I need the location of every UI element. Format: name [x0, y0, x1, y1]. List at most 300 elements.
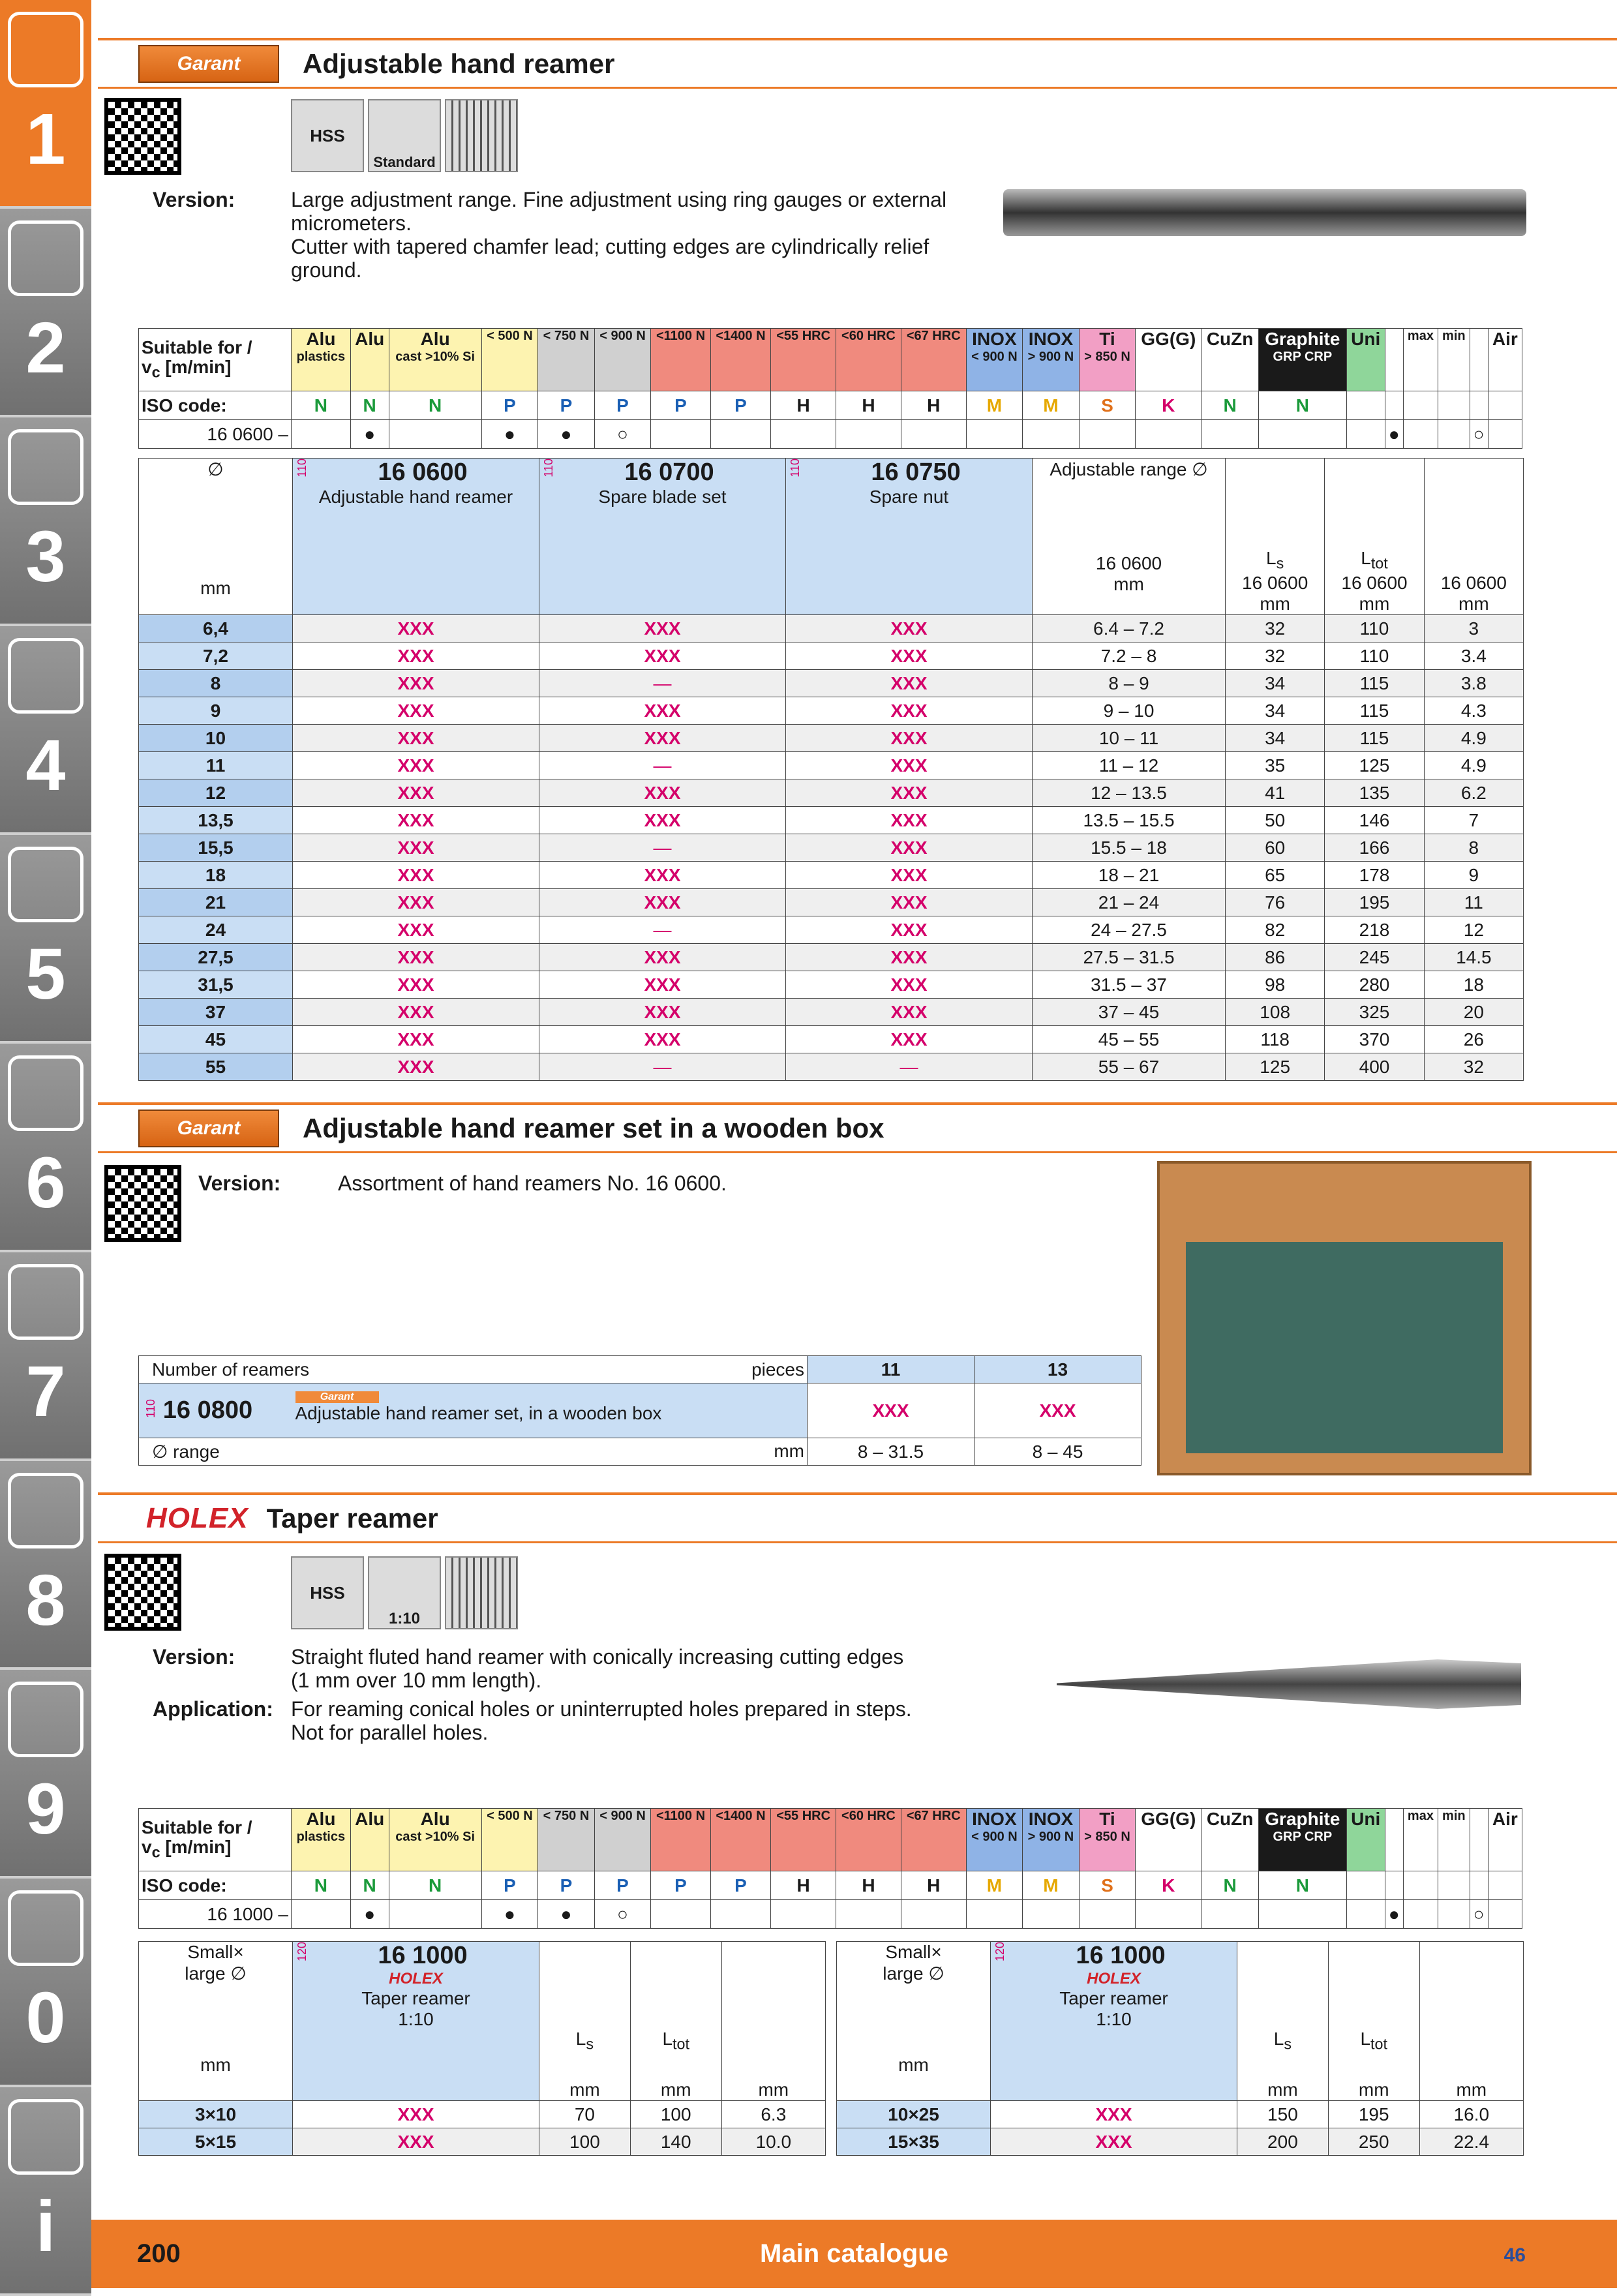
table-row: [139, 971, 1524, 999]
value-cell: 146: [1325, 807, 1424, 834]
section-title: Adjustable hand reamer: [303, 48, 615, 79]
value-cell: 35: [1226, 752, 1325, 779]
footer-title: Main catalogue: [760, 2239, 948, 2268]
price-cell: XXX: [539, 807, 786, 834]
page-number: 200: [137, 2239, 181, 2268]
value-cell: 195: [1328, 2101, 1419, 2128]
suitability-mark: ●: [1385, 1900, 1403, 1929]
material-col: Alu: [350, 1809, 389, 1871]
value-cell: 400: [1325, 1053, 1424, 1081]
value-cell: 195: [1325, 889, 1424, 916]
suitability-mark: [1079, 420, 1136, 449]
suitability-mark: [1201, 420, 1259, 449]
price-cell: XXX: [293, 2101, 539, 2128]
range-cell: 8 – 45: [975, 1438, 1141, 1466]
value-cell: 12: [1424, 916, 1523, 944]
suitability-mark: [292, 420, 351, 449]
value-cell: 280: [1325, 971, 1424, 999]
price-cell: XXX: [786, 779, 1033, 807]
suitability-mark: [836, 420, 901, 449]
iso-code: N: [350, 1871, 389, 1900]
price-cell: XXX: [786, 697, 1033, 725]
material-col: [1470, 329, 1488, 391]
material-table: [138, 1808, 1522, 1929]
iso-code: [1488, 1871, 1522, 1900]
value-cell: 76: [1226, 889, 1325, 916]
price-cell: XXX: [539, 697, 786, 725]
suitability-mark: [771, 1900, 836, 1929]
product-header: 120 16 1000 HOLEX Taper reamer 1:10: [293, 1942, 539, 2101]
price-cell: XXX: [786, 889, 1033, 916]
col-11: 11: [808, 1356, 975, 1383]
value-cell: 34: [1226, 725, 1325, 752]
size-cell: 10×25: [837, 2101, 991, 2128]
material-col: < 900 N: [594, 329, 651, 391]
iso-code: K: [1136, 391, 1201, 420]
size-header: Small× large ∅ mm: [139, 1942, 293, 2101]
iso-code: N: [1258, 1871, 1346, 1900]
material-col: < 900 N: [594, 1809, 651, 1871]
price-cell: XXX: [293, 615, 539, 642]
material-col: Ti > 850 N: [1079, 329, 1136, 391]
suitability-mark: [901, 420, 966, 449]
suitability-mark: ○: [1470, 420, 1488, 449]
value-cell: 50: [1226, 807, 1325, 834]
value-cell: 34: [1226, 697, 1325, 725]
chapter-tab-8[interactable]: [0, 1461, 91, 1670]
size-header: Small× large ∅ mm: [837, 1942, 991, 2101]
square-header: mm: [721, 1942, 825, 2101]
value-cell: 110: [1325, 615, 1424, 642]
article-number: 16 0800: [162, 1397, 253, 1424]
table-row: [139, 834, 1524, 862]
garant-logo: Garant: [138, 1110, 279, 1147]
suitable-label: Suitable for / $v_c$ [m/min]: [139, 329, 292, 391]
value-cell: 3.4: [1424, 642, 1523, 670]
iso-code: P: [594, 391, 651, 420]
table-row: [139, 752, 1524, 779]
chapter-sidebar: [0, 0, 91, 2288]
iso-code: H: [901, 391, 966, 420]
value-cell: 325: [1325, 999, 1424, 1026]
holex-mark: HOLEX: [1087, 1970, 1141, 1987]
suitability-mark: [651, 1900, 710, 1929]
material-col: < 750 N: [538, 1809, 595, 1871]
chapter-icon: [8, 12, 83, 87]
diameter: 10: [139, 725, 293, 752]
diameter: 18: [139, 862, 293, 889]
material-table: [138, 328, 1522, 449]
price-cell: XXX: [786, 615, 1033, 642]
chapter-icon: [8, 429, 83, 505]
table-row: [139, 2101, 826, 2128]
material-col: GG(G): [1136, 1809, 1201, 1871]
material-col: <55 HRC: [771, 1809, 836, 1871]
price-cell: XXX: [786, 1026, 1033, 1053]
value-cell: 31.5 – 37: [1033, 971, 1226, 999]
suitability-mark: [1488, 1900, 1522, 1929]
iso-code: M: [1023, 1871, 1080, 1900]
ltot-header: $L_{tot}$ 16 0600 mm: [1325, 459, 1424, 615]
table-row: [139, 807, 1524, 834]
material-col: <1400 N: [710, 329, 771, 391]
price-cell: XXX: [293, 807, 539, 834]
chapter-number: i: [35, 2186, 56, 2267]
suitability-mark: [1403, 1900, 1438, 1929]
value-cell: 140: [630, 2128, 721, 2156]
diameter: 37: [139, 999, 293, 1026]
value-cell: 245: [1325, 944, 1424, 971]
price-cell: XXX: [539, 642, 786, 670]
iso-code: P: [651, 1871, 710, 1900]
wooden-box-image: [1157, 1161, 1532, 1475]
material-col: Alu cast >10% Si: [389, 1809, 481, 1871]
table-row: [139, 697, 1524, 725]
material-col: Air: [1488, 1809, 1522, 1871]
diameter: 55: [139, 1053, 293, 1081]
diameter: 6,4: [139, 615, 293, 642]
material-col: <67 HRC: [901, 1809, 966, 1871]
application-text: For reaming conical holes or uninterrupted holes prepared in steps. Not for parallel holes.: [291, 1697, 912, 1744]
version-label: Version:: [198, 1171, 281, 1195]
value-cell: 7.2 – 8: [1033, 642, 1226, 670]
ltot-header: $L_{tot}$ mm: [1328, 1942, 1419, 2101]
iso-code: S: [1079, 391, 1136, 420]
iso-code: P: [594, 1871, 651, 1900]
ltot-header: $L_{tot}$ mm: [630, 1942, 721, 2101]
value-cell: 98: [1226, 971, 1325, 999]
chapter-tab-9[interactable]: [0, 1670, 91, 1879]
price-cell: XXX: [539, 862, 786, 889]
iso-code: [1470, 1871, 1488, 1900]
material-col: Air: [1488, 329, 1522, 391]
suitability-mark: [1023, 1900, 1080, 1929]
price-cell: XXX: [293, 670, 539, 697]
adj-header: Adjustable range ∅ 16 0600 mm: [1033, 459, 1226, 615]
value-cell: 125: [1226, 1053, 1325, 1081]
price-group: 110: [144, 1399, 157, 1418]
price-cell: XXX: [786, 670, 1033, 697]
chapter-tab-1[interactable]: [0, 0, 91, 209]
price-cell: XXX: [539, 889, 786, 916]
table-row: [139, 1026, 1524, 1053]
article-code: 16 0600 –: [139, 420, 292, 449]
diameter: 9: [139, 697, 293, 725]
suitability-mark: [1258, 420, 1346, 449]
price-cell: XXX: [991, 2101, 1237, 2128]
suitability-mark: ●: [538, 1900, 595, 1929]
iso-label: ISO code:: [139, 391, 292, 420]
iso-code: H: [771, 1871, 836, 1900]
iso-code: N: [292, 1871, 351, 1900]
value-cell: 24 – 27.5: [1033, 916, 1226, 944]
value-cell: 15.5 – 18: [1033, 834, 1226, 862]
suitability-mark: ●: [481, 1900, 538, 1929]
holex-logo: HOLEX: [146, 1502, 249, 1534]
iso-code: [1385, 391, 1403, 420]
price-cell: XXX: [293, 916, 539, 944]
chapter-icon: [8, 1055, 83, 1131]
unit-label: pieces: [751, 1359, 804, 1380]
hss-icon: HSS: [291, 99, 364, 172]
diameter: 45: [139, 1026, 293, 1053]
value-cell: 70: [539, 2101, 631, 2128]
price-cell: XXX: [786, 862, 1033, 889]
table-row: [139, 725, 1524, 752]
value-cell: 20: [1424, 999, 1523, 1026]
value-cell: 32: [1226, 642, 1325, 670]
table-row: [139, 2128, 826, 2156]
value-cell: 4.3: [1424, 697, 1523, 725]
iso-code: S: [1079, 1871, 1136, 1900]
chapter-tab-0[interactable]: [0, 1879, 91, 2087]
price-cell: —: [539, 834, 786, 862]
price-cell: XXX: [975, 1383, 1141, 1438]
value-cell: 9 – 10: [1033, 697, 1226, 725]
iso-code: K: [1136, 1871, 1201, 1900]
chapter-tab-2[interactable]: [0, 209, 91, 417]
value-cell: 115: [1325, 670, 1424, 697]
material-col: <60 HRC: [836, 329, 901, 391]
table-row: [139, 889, 1524, 916]
material-col: Uni: [1346, 1809, 1385, 1871]
chapter-tab-3[interactable]: [0, 417, 91, 626]
price-group: 120: [993, 1942, 1006, 1962]
price-cell: XXX: [293, 1026, 539, 1053]
material-col: [1385, 329, 1403, 391]
version-text: Large adjustment range. Fine adjustment using ring gauges or external micrometers. Cutter with tapered chamfer lead; cutting edges are cylindrically relief ground.: [291, 188, 947, 282]
iso-code: [1438, 391, 1470, 420]
material-col: < 500 N: [481, 329, 538, 391]
taper-icon: 1:10: [368, 1556, 441, 1629]
suitability-mark: ○: [594, 420, 651, 449]
table-row: [139, 615, 1524, 642]
iso-code: N: [1258, 391, 1346, 420]
price-group: 110: [295, 459, 309, 477]
value-cell: 7: [1424, 807, 1523, 834]
section-title: Adjustable hand reamer set in a wooden box: [303, 1112, 884, 1143]
chapter-icon: [8, 1890, 83, 1966]
price-cell: XXX: [539, 725, 786, 752]
suitability-mark: [1488, 420, 1522, 449]
iso-code: N: [292, 391, 351, 420]
garant-logo: Garant: [138, 45, 279, 83]
value-cell: 3: [1424, 615, 1523, 642]
material-col: Alu: [350, 329, 389, 391]
suitability-mark: ○: [594, 1900, 651, 1929]
material-col: Graphite GRP CRP: [1258, 329, 1346, 391]
iso-code: N: [389, 1871, 481, 1900]
taper-reamer-image: [1057, 1659, 1521, 1709]
material-col: INOX > 900 N: [1023, 1809, 1080, 1871]
value-cell: 100: [630, 2101, 721, 2128]
value-cell: 166: [1325, 834, 1424, 862]
suitability-mark: [771, 420, 836, 449]
value-cell: 4.9: [1424, 752, 1523, 779]
value-cell: 11 – 12: [1033, 752, 1226, 779]
garant-badge: Garant: [295, 1391, 379, 1403]
price-cell: XXX: [293, 725, 539, 752]
suitable-label: Suitable for / $v_c$ [m/min]: [139, 1809, 292, 1871]
taper-table-left: [138, 1941, 826, 2156]
range-cell: 8 – 31.5: [808, 1438, 975, 1466]
chapter-tab-6[interactable]: [0, 1044, 91, 1252]
price-cell: XXX: [293, 971, 539, 999]
iso-code: M: [966, 391, 1023, 420]
material-col: INOX > 900 N: [1023, 329, 1080, 391]
chapter-tab-4[interactable]: [0, 626, 91, 835]
value-cell: 27.5 – 31.5: [1033, 944, 1226, 971]
material-col: <1100 N: [651, 1809, 710, 1871]
value-cell: 41: [1226, 779, 1325, 807]
suitability-mark: [710, 1900, 771, 1929]
diameter: 24: [139, 916, 293, 944]
iso-code: [1470, 391, 1488, 420]
price-cell: XXX: [293, 2128, 539, 2156]
suitability-mark: [389, 420, 481, 449]
diam-header: ∅ mm: [139, 459, 293, 615]
price-cell: XXX: [786, 807, 1033, 834]
chapter-tab-7[interactable]: [0, 1252, 91, 1461]
suitability-mark: [836, 1900, 901, 1929]
suitability-mark: [1438, 1900, 1470, 1929]
price-cell: XXX: [539, 1026, 786, 1053]
suitability-mark: [1079, 1900, 1136, 1929]
iso-code: [1346, 391, 1385, 420]
price-group: 110: [542, 459, 555, 477]
value-cell: 10 – 11: [1033, 725, 1226, 752]
value-cell: 26: [1424, 1026, 1523, 1053]
iso-code: H: [836, 1871, 901, 1900]
unit-label: mm: [774, 1441, 804, 1461]
version-text: Straight fluted hand reamer with conically increasing cutting edges (1 mm over 10 mm length).: [291, 1645, 904, 1692]
value-cell: 22.4: [1419, 2128, 1523, 2156]
value-cell: 4.9: [1424, 725, 1523, 752]
article-desc: Adjustable hand reamer set, in a wooden box: [295, 1403, 662, 1423]
value-cell: 150: [1237, 2101, 1329, 2128]
material-col: INOX < 900 N: [966, 329, 1023, 391]
version-text: Assortment of hand reamers No. 16 0600.: [338, 1171, 727, 1195]
iso-code: N: [1201, 1871, 1259, 1900]
price-cell: XXX: [293, 862, 539, 889]
suitability-mark: [966, 1900, 1023, 1929]
application-label: Application:: [153, 1697, 273, 1721]
standard-icon: Standard: [368, 99, 441, 172]
value-cell: 18 – 21: [1033, 862, 1226, 889]
size-cell: 5×15: [139, 2128, 293, 2156]
chapter-icon: [8, 638, 83, 714]
chapter-icon: [8, 2099, 83, 2175]
chapter-number: 7: [25, 1352, 66, 1432]
material-col: Graphite GRP CRP: [1258, 1809, 1346, 1871]
diameter: 13,5: [139, 807, 293, 834]
material-col: Uni: [1346, 329, 1385, 391]
value-cell: 8: [1424, 834, 1523, 862]
footer-index: 46: [1504, 2244, 1526, 2266]
material-col: Alu cast >10% Si: [389, 329, 481, 391]
material-col: <1400 N: [710, 1809, 771, 1871]
chapter-number: 8: [25, 1560, 66, 1640]
material-col: <67 HRC: [901, 329, 966, 391]
value-cell: 32: [1424, 1053, 1523, 1081]
price-cell: XXX: [293, 834, 539, 862]
diameter: 31,5: [139, 971, 293, 999]
product-header: 110 16 0750 Spare nut: [786, 459, 1033, 615]
price-cell: —: [539, 752, 786, 779]
hss-icon: HSS: [291, 1556, 364, 1629]
ls-header: $L_s$ 16 0600 mm: [1226, 459, 1325, 615]
price-cell: —: [539, 916, 786, 944]
iso-code: H: [901, 1871, 966, 1900]
price-cell: XXX: [539, 779, 786, 807]
value-cell: 55 – 67: [1033, 1053, 1226, 1081]
ls-header: $L_s$ mm: [539, 1942, 631, 2101]
diameter: 12: [139, 779, 293, 807]
value-cell: 86: [1226, 944, 1325, 971]
value-cell: 3.8: [1424, 670, 1523, 697]
value-cell: 115: [1325, 725, 1424, 752]
product-header: 120 16 1000 HOLEX Taper reamer 1:10: [991, 1942, 1237, 2101]
reamer-table: [138, 458, 1524, 1081]
price-cell: XXX: [293, 779, 539, 807]
suitability-mark: [710, 420, 771, 449]
iso-label: ISO code:: [139, 1871, 292, 1900]
suitability-mark: [1201, 1900, 1259, 1929]
value-cell: 13.5 – 15.5: [1033, 807, 1226, 834]
price-cell: XXX: [293, 944, 539, 971]
suitability-mark: ○: [1470, 1900, 1488, 1929]
diameter: 7,2: [139, 642, 293, 670]
material-col: <1100 N: [651, 329, 710, 391]
chapter-tab-5[interactable]: [0, 835, 91, 1044]
value-cell: 110: [1325, 642, 1424, 670]
diameter: 15,5: [139, 834, 293, 862]
price-cell: XXX: [539, 999, 786, 1026]
price-cell: XXX: [539, 944, 786, 971]
size-cell: 3×10: [139, 2101, 293, 2128]
suitability-mark: [1023, 420, 1080, 449]
diameter: 21: [139, 889, 293, 916]
chapter-number: 5: [25, 934, 66, 1014]
table-row: [139, 944, 1524, 971]
table-row: [837, 2101, 1524, 2128]
chapter-icon: [8, 1264, 83, 1340]
table-row: [139, 862, 1524, 889]
suitability-mark: [1136, 420, 1201, 449]
material-col: min: [1438, 1809, 1470, 1871]
iso-code: H: [836, 391, 901, 420]
iso-code: [1403, 1871, 1438, 1900]
material-col: max: [1403, 329, 1438, 391]
price-cell: XXX: [293, 642, 539, 670]
size-cell: 15×35: [837, 2128, 991, 2156]
chapter-tab-i[interactable]: [0, 2087, 91, 2296]
chapter-number: 1: [25, 99, 66, 179]
material-col: max: [1403, 1809, 1438, 1871]
article-code: 16 1000 –: [139, 1900, 292, 1929]
material-col: CuZn: [1201, 1809, 1259, 1871]
iso-code: [1488, 391, 1522, 420]
material-col: min: [1438, 329, 1470, 391]
price-group: 110: [789, 459, 802, 477]
value-cell: 135: [1325, 779, 1424, 807]
material-col: INOX < 900 N: [966, 1809, 1023, 1871]
diameter: 8: [139, 670, 293, 697]
taper-table-right: [836, 1941, 1524, 2156]
value-cell: 108: [1226, 999, 1325, 1026]
iso-code: P: [481, 391, 538, 420]
table-row: [139, 1053, 1524, 1081]
